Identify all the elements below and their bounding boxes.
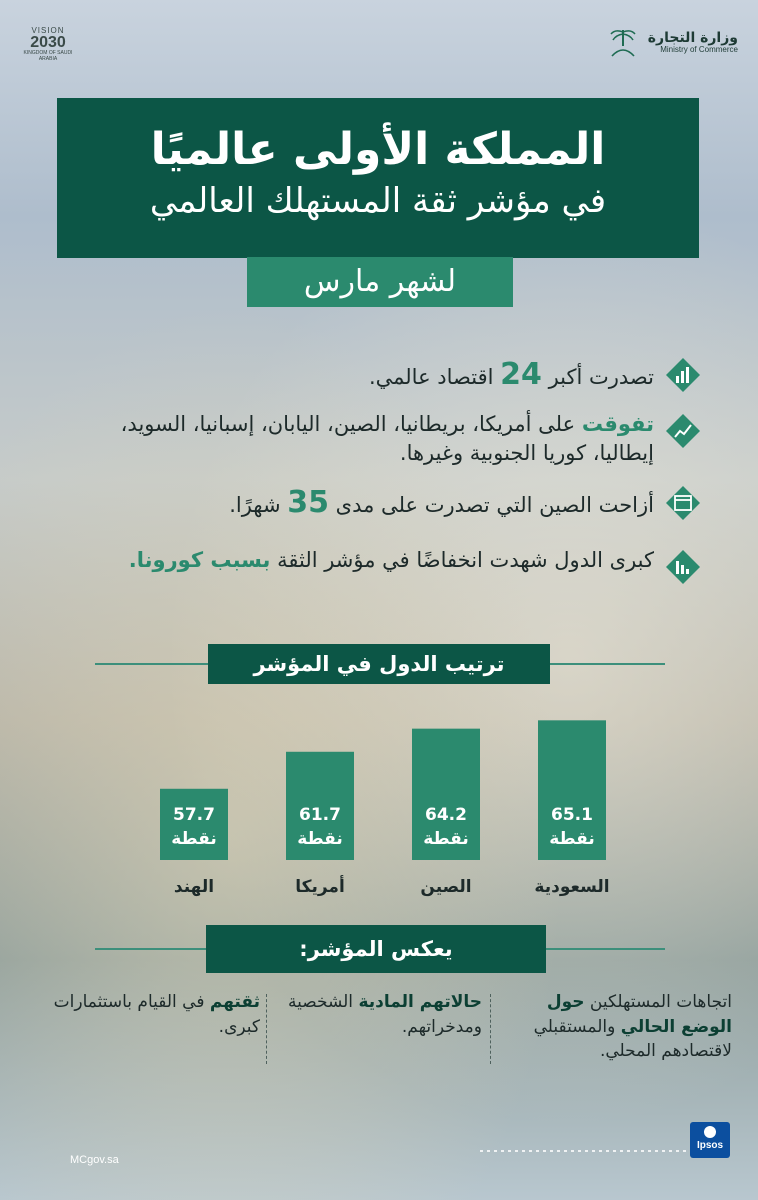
col3-bold: ثقتهم bbox=[209, 992, 260, 1012]
reflects-col-1 bbox=[502, 990, 732, 1064]
bullet-1-before: تصدرت أكبر bbox=[541, 365, 654, 389]
bar-value-label: 57.7 bbox=[173, 805, 215, 825]
page-subtitle: في مؤشر ثقة المستهلك العالمي bbox=[149, 180, 607, 221]
bar-unit-label: نقطة bbox=[297, 829, 343, 849]
calendar-icon bbox=[664, 484, 702, 522]
ministry-name-en: Ministry of Commerce bbox=[660, 45, 738, 55]
bullet-1-text bbox=[74, 354, 654, 396]
bar-chart-icon bbox=[664, 356, 702, 394]
col1-bold: حول الوضع الحالي bbox=[546, 992, 732, 1037]
divider-left-2 bbox=[95, 948, 206, 950]
bullet-2-body: على أمريكا، بريطانيا، الصين، اليابان، إسبانيا، السويد، إيطاليا، كوريا الجنوبية وغيرها. bbox=[120, 412, 654, 466]
bar-value-label: 64.2 bbox=[425, 805, 467, 825]
ranking-bar-chart bbox=[120, 690, 640, 905]
ipsos-label: Ipsos bbox=[696, 1140, 724, 1151]
bullet-3-after: شهرًا. bbox=[229, 493, 288, 517]
bullet-1-number: 24 bbox=[500, 357, 542, 392]
bullet-3-text bbox=[74, 482, 654, 524]
bullet-2-lead: تفوقت bbox=[581, 412, 654, 436]
bar-unit-label: نقطة bbox=[423, 829, 469, 849]
bar-value-label: 61.7 bbox=[299, 805, 341, 825]
bullet-3-number: 35 bbox=[287, 485, 329, 520]
category-label: أمريكا bbox=[295, 877, 345, 897]
col3-rest: في القيام باستثمارات كبرى. bbox=[53, 992, 260, 1037]
palm-swords-icon bbox=[606, 26, 640, 60]
bullet-4-lead: بسبب كورونا. bbox=[128, 548, 271, 572]
bullet-2-text bbox=[74, 410, 654, 469]
title-box bbox=[57, 98, 699, 258]
bullet-1-after: اقتصاد عالمي. bbox=[368, 365, 501, 389]
category-label: الصين bbox=[420, 877, 472, 897]
divider-right-2 bbox=[546, 948, 665, 950]
bullet-4-body: كبرى الدول شهدت انخفاضًا في مؤشر الثقة bbox=[270, 548, 654, 572]
footer-dots bbox=[480, 1150, 690, 1152]
category-label: السعودية bbox=[534, 877, 610, 897]
bar-unit-label: نقطة bbox=[549, 829, 595, 849]
ranking-heading: ترتيب الدول في المؤشر bbox=[208, 644, 550, 684]
ministry-name-ar: وزارة التجارة bbox=[647, 29, 738, 46]
decline-chart-icon bbox=[664, 548, 702, 586]
col1-plain: اتجاهات المستهلكين bbox=[584, 992, 732, 1012]
bar-value-label: 65.1 bbox=[551, 805, 593, 825]
bullet-3-before: أزاحت الصين التي تصدرت على مدى bbox=[329, 493, 654, 517]
category-label: الهند bbox=[173, 877, 215, 897]
divider-right bbox=[550, 663, 665, 665]
reflects-heading: يعكس المؤشر: bbox=[206, 925, 546, 973]
column-separator-2 bbox=[266, 994, 267, 1064]
vision-sub: KINGDOM OF SAUDI ARABIA bbox=[23, 50, 73, 62]
ipsos-logo bbox=[690, 1122, 730, 1158]
divider-left bbox=[95, 663, 208, 665]
ministry-logo bbox=[606, 26, 738, 60]
bar-unit-label: نقطة bbox=[171, 829, 217, 849]
col2-bold: حالاتهم المادية bbox=[358, 992, 482, 1012]
bullet-4-text bbox=[74, 546, 654, 575]
bullet-3 bbox=[74, 482, 702, 524]
bullet-2 bbox=[74, 410, 702, 469]
reflects-col-3 bbox=[30, 990, 260, 1039]
page-title: المملكة الأولى عالميًا bbox=[150, 124, 606, 175]
vision-2030-logo bbox=[22, 26, 74, 62]
bullet-1 bbox=[74, 354, 702, 396]
reflects-col-2 bbox=[272, 990, 482, 1039]
ipsos-dot-icon bbox=[704, 1126, 716, 1138]
column-separator-1 bbox=[490, 994, 491, 1064]
col1-rest: والمستقبلي لاقتصادهم المحلي. bbox=[533, 1016, 732, 1062]
bullet-4 bbox=[74, 546, 702, 586]
month-badge: لشهر مارس bbox=[247, 257, 513, 307]
vision-label: VISION bbox=[31, 26, 65, 35]
website-link[interactable]: MCgov.sa bbox=[70, 1154, 119, 1166]
vision-year: 2030 bbox=[30, 34, 66, 51]
growth-chart-icon bbox=[664, 412, 702, 450]
col2-rest: الشخصية ومدخراتهم. bbox=[288, 992, 482, 1037]
